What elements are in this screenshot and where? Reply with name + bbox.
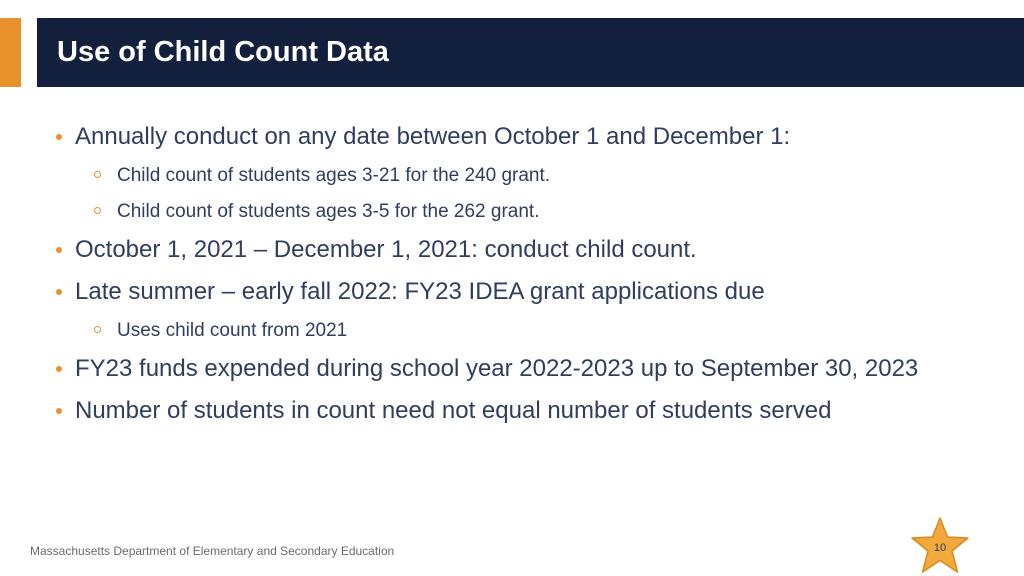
- bullet-circle-icon: [94, 171, 101, 178]
- bullet-dot-icon: [56, 247, 62, 253]
- bullet-text: FY23 funds expended during school year 2022-2023 up to September 30, 2023: [75, 355, 919, 382]
- bullet-text: Number of students in count need not equal number of students served: [75, 397, 832, 424]
- page-number: 10: [933, 542, 947, 554]
- bullet-dot-icon: [56, 289, 62, 295]
- bullet-dot-icon: [56, 408, 62, 414]
- footer-organization: Massachusetts Department of Elementary and Secondary Education: [30, 544, 395, 558]
- sub-bullet-text: Child count of students ages 3-21 for the 240 grant.: [117, 165, 551, 186]
- bullet-circle-icon: [94, 326, 101, 333]
- bullet-text: October 1, 2021 – December 1, 2021: conduct child count.: [75, 236, 697, 263]
- bullet-dot-icon: [56, 134, 62, 140]
- sub-bullet-text: Uses child count from 2021: [117, 320, 348, 341]
- bullet-text: Annually conduct on any date between October 1 and December 1:: [75, 123, 791, 150]
- sub-bullet-text: Child count of students ages 3-5 for the 262 grant.: [117, 201, 540, 222]
- slide-title: Use of Child Count Data: [57, 36, 389, 68]
- bullet-circle-icon: [94, 207, 101, 214]
- page-number-badge: [908, 516, 972, 576]
- bullet-dot-icon: [56, 366, 62, 372]
- bullet-text: Late summer – early fall 2022: FY23 IDEA grant applications due: [75, 278, 765, 305]
